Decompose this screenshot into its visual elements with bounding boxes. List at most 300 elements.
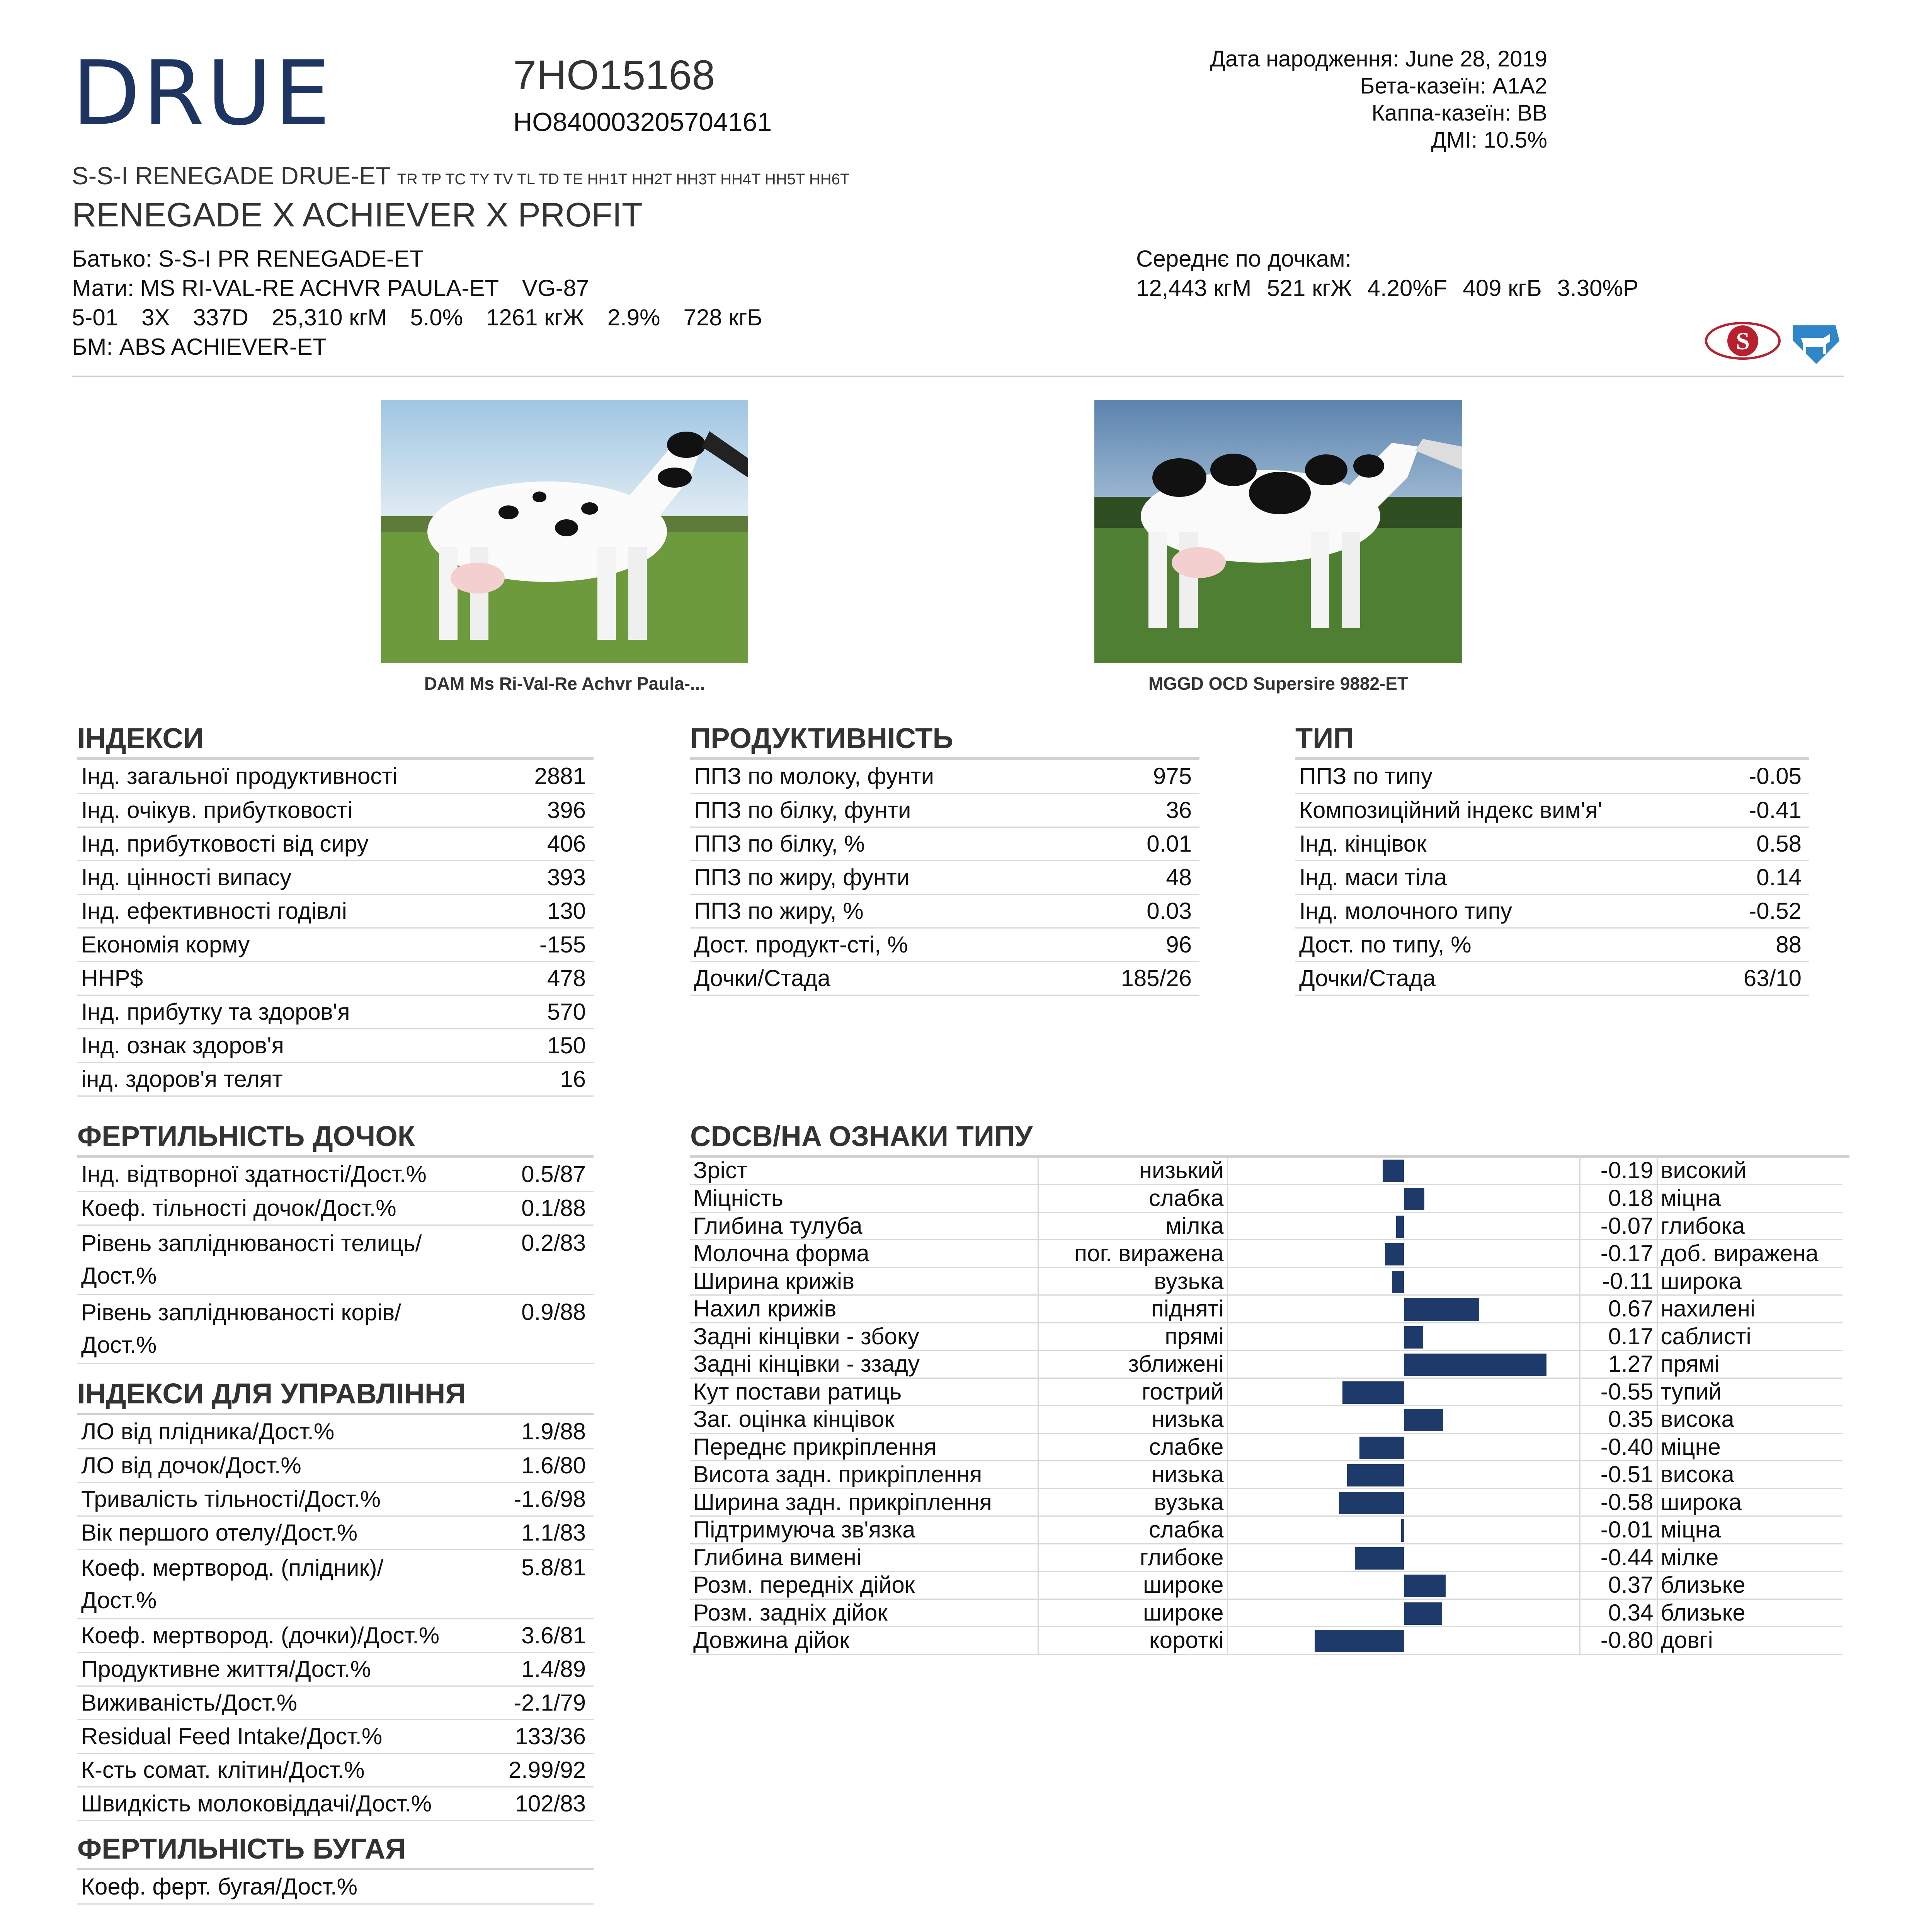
production-row	[690, 760, 1199, 793]
daughters-milk: 12,443 кгМ	[1136, 275, 1252, 301]
type-trait-bar	[1404, 1354, 1546, 1376]
sire-fertility-value	[573, 1870, 594, 1904]
management-value: 3.6/81	[464, 1619, 594, 1652]
type-trait-high-label: мілке	[1657, 1544, 1842, 1571]
type-trait-bar-cell	[1227, 1323, 1580, 1350]
production-label: ППЗ по білку, фунти	[690, 793, 1072, 827]
select-sires-logo-icon	[1706, 323, 1779, 359]
type-trait-bar	[1396, 1216, 1404, 1238]
production-label: ППЗ по молоку, фунти	[690, 760, 1072, 793]
type-trait-row	[690, 1516, 1842, 1544]
type-trait-bar-cell	[1227, 1544, 1580, 1571]
type-trait-bar-cell	[1227, 1516, 1580, 1544]
type-trait-value: -0.17	[1580, 1240, 1657, 1268]
type-trait-row	[690, 1185, 1842, 1213]
production-value: 48	[1072, 861, 1199, 894]
management-title: ІНДЕКСИ ДЛЯ УПРАВЛІННЯ	[77, 1378, 466, 1410]
type-trait-bar-cell	[1227, 1433, 1580, 1461]
production-label: Дочки/Стада	[690, 961, 1072, 995]
type-trait-value: -0.80	[1580, 1627, 1657, 1655]
index-value: 16	[509, 1062, 594, 1096]
type-trait-bar-cell	[1227, 1599, 1580, 1627]
production-row	[690, 961, 1199, 995]
type-trait-high-label: доб. виражена	[1657, 1240, 1842, 1268]
type-summary-label: Дочки/Стада	[1295, 961, 1715, 995]
index-row	[77, 995, 594, 1029]
type-trait-high-label: близьке	[1657, 1571, 1842, 1599]
type-trait-row	[690, 1627, 1842, 1655]
type-trait-bar	[1383, 1160, 1404, 1182]
type-trait-high-label: широка	[1657, 1488, 1842, 1516]
index-row	[77, 1062, 594, 1096]
daughter-fertility-title: ФЕРТИЛЬНІСТЬ ДОЧОК	[77, 1120, 415, 1152]
type-trait-low-label: слабка	[1038, 1185, 1227, 1213]
type-trait-bar-cell	[1227, 1295, 1580, 1323]
type-trait-bar	[1347, 1464, 1404, 1486]
production-label: Дост. продукт-сті, %	[690, 928, 1072, 961]
management-value: -1.6/98	[464, 1482, 594, 1516]
production-value: 0.01	[1072, 827, 1199, 861]
type-trait-low-label: гострий	[1038, 1378, 1227, 1406]
type-trait-high-label: саблисті	[1657, 1323, 1842, 1350]
type-trait-row	[690, 1240, 1842, 1268]
type-trait-value: 0.67	[1580, 1295, 1657, 1323]
type-trait-value: 1.27	[1580, 1350, 1657, 1378]
production-table	[690, 760, 1199, 996]
production-title: ПРОДУКТИВНІСТЬ	[690, 722, 953, 754]
type-trait-row	[690, 1378, 1842, 1406]
index-label: Інд. цінності випасу	[77, 861, 509, 894]
type-summary-table	[1295, 760, 1809, 996]
index-value: 406	[509, 827, 594, 861]
pedigree: RENEGADE X ACHIEVER X PROFIT	[72, 196, 643, 234]
type-trait-row	[690, 1544, 1842, 1571]
type-trait-low-label: широке	[1038, 1571, 1227, 1599]
type-summary-value: 0.58	[1715, 827, 1809, 861]
type-trait-low-label: короткі	[1038, 1627, 1227, 1655]
birth-info	[1210, 46, 1547, 154]
daughters-fat: 521 кгЖ	[1267, 275, 1352, 301]
type-trait-bar	[1385, 1243, 1404, 1265]
type-trait-value: -0.01	[1580, 1516, 1657, 1544]
type-trait-row	[690, 1461, 1842, 1489]
daughters-protein-pct: 3.30%P	[1557, 275, 1638, 301]
management-label: Коеф. мертвород. (плідник)/ Дост.%	[77, 1549, 464, 1619]
dmi: ДМІ: 10.5%	[1431, 128, 1547, 153]
type-trait-name: Нахил крижів	[690, 1295, 1038, 1323]
type-trait-name: Розм. передніх дійок	[690, 1571, 1038, 1599]
management-row	[77, 1787, 594, 1820]
type-trait-low-label: широке	[1038, 1599, 1227, 1627]
type-trait-bar-cell	[1227, 1240, 1580, 1268]
type-trait-value: 0.18	[1580, 1185, 1657, 1213]
index-label: Інд. ознак здоров'я	[77, 1029, 509, 1062]
type-trait-row	[690, 1599, 1842, 1627]
type-trait-row	[690, 1212, 1842, 1240]
registration-code: 7HO15168	[513, 51, 715, 98]
index-value: 570	[509, 995, 594, 1029]
kappa-casein: Каппа-казеїн: BB	[1371, 100, 1547, 126]
type-summary-label: Композиційний індекс вим'я'	[1295, 793, 1715, 827]
management-value: -2.1/79	[464, 1686, 594, 1719]
production-row	[690, 928, 1199, 961]
type-trait-low-label: пог. виражена	[1038, 1240, 1227, 1268]
management-row	[77, 1619, 594, 1652]
type-trait-bar	[1401, 1519, 1404, 1542]
dam-score: VG-87	[522, 275, 589, 301]
type-trait-row	[690, 1488, 1842, 1516]
management-value: 5.8/81	[464, 1549, 594, 1619]
type-trait-name: Підтримуюча зв'язка	[690, 1516, 1038, 1544]
type-trait-row	[690, 1406, 1842, 1434]
type-trait-bar-cell	[1227, 1212, 1580, 1240]
daughter-fertility-label: Рівень запліднюваності корів/ Дост.%	[77, 1294, 464, 1363]
production-value: 96	[1072, 928, 1199, 961]
management-row	[77, 1686, 594, 1719]
type-trait-low-label: низька	[1038, 1406, 1227, 1434]
production-value: 36	[1072, 793, 1199, 827]
type-trait-bar	[1315, 1630, 1404, 1652]
sire-fertility-label: Коеф. ферт. бугая/Дост.%	[77, 1870, 573, 1904]
hba-number: HO840003205704161	[513, 107, 772, 137]
sire: Батько: S-S-I PR RENEGADE-ET	[72, 246, 424, 272]
management-label: ЛО від дочок/Дост.%	[77, 1449, 464, 1482]
birth-date: Дата народження: June 28, 2019	[1210, 46, 1547, 71]
type-trait-bar	[1404, 1575, 1446, 1597]
type-trait-row	[690, 1267, 1842, 1295]
index-row	[77, 827, 594, 861]
type-trait-value: -0.07	[1580, 1212, 1657, 1240]
header-divider	[72, 376, 1844, 377]
production-value: 0.03	[1072, 894, 1199, 928]
type-trait-value: -0.58	[1580, 1488, 1657, 1516]
management-row	[77, 1415, 594, 1449]
type-trait-value: -0.11	[1580, 1267, 1657, 1295]
index-label: Інд. очікув. прибутковості	[77, 793, 509, 827]
type-trait-name: Розм. задніх дійок	[690, 1599, 1038, 1627]
type-trait-name: Довжина дійок	[690, 1627, 1038, 1655]
sire-fertility-row	[77, 1870, 594, 1904]
type-summary-label: Дост. по типу, %	[1295, 928, 1715, 961]
index-row	[77, 894, 594, 928]
management-label: Швидкість молоковіддачі/Дост.%	[77, 1787, 464, 1820]
type-trait-low-label: прямі	[1038, 1323, 1227, 1350]
type-trait-row	[690, 1350, 1842, 1378]
daughter-fertility-row	[77, 1225, 594, 1294]
management-value: 1.6/80	[464, 1449, 594, 1482]
type-trait-value: 0.17	[1580, 1323, 1657, 1350]
management-value: 133/36	[464, 1719, 594, 1753]
type-trait-bar-cell	[1227, 1185, 1580, 1213]
daughter-fertility-row	[77, 1294, 594, 1363]
dam-record-milkings: 3X	[141, 304, 170, 330]
type-trait-name: Кут постави ратиць	[690, 1378, 1038, 1406]
management-label: ЛО від плідника/Дост.%	[77, 1415, 464, 1449]
management-row	[77, 1753, 594, 1787]
production-row	[690, 894, 1199, 928]
dam-record-protein: 728 кгБ	[683, 304, 762, 330]
type-trait-low-label: зближені	[1038, 1350, 1227, 1378]
type-trait-bar-cell	[1227, 1488, 1580, 1516]
type-trait-name: Переднє прикріплення	[690, 1433, 1038, 1461]
index-label: HHP$	[77, 961, 509, 995]
daughters-fat-pct: 4.20%F	[1367, 275, 1448, 301]
index-label: Інд. прибутковості від сиру	[77, 827, 509, 861]
daughter-fertility-value: 0.1/88	[464, 1191, 594, 1225]
type-trait-low-label: мілка	[1038, 1212, 1227, 1240]
index-row	[77, 1029, 594, 1062]
daughter-fertility-value: 0.5/87	[464, 1158, 594, 1191]
type-trait-bar	[1392, 1271, 1404, 1293]
dam-record-age: 5-01	[72, 304, 119, 330]
type-trait-value: -0.19	[1580, 1157, 1657, 1185]
type-trait-bar	[1355, 1547, 1404, 1570]
type-summary-title: ТИП	[1295, 722, 1354, 754]
dam-name: Мати: MS RI-VAL-RE ACHVR PAULA-ET	[72, 275, 499, 301]
indices-title: ІНДЕКСИ	[77, 722, 204, 754]
type-trait-bar	[1359, 1437, 1404, 1459]
type-trait-bar	[1404, 1602, 1443, 1625]
type-trait-bar	[1404, 1298, 1479, 1321]
type-trait-bar-cell	[1227, 1267, 1580, 1295]
index-value: 130	[509, 894, 594, 928]
management-label: К-сть сомат. клітин/Дост.%	[77, 1753, 464, 1787]
daughter-fertility-label: Інд. відтворної здатності/Дост.%	[77, 1158, 464, 1191]
type-trait-high-label: високий	[1657, 1157, 1842, 1185]
management-value: 2.99/92	[464, 1753, 594, 1787]
management-value: 1.1/83	[464, 1516, 594, 1549]
management-label: Коеф. мертвород. (дочки)/Дост.%	[77, 1619, 464, 1652]
index-row	[77, 793, 594, 827]
maternal-grandsire: БМ: ABS ACHIEVER-ET	[72, 334, 327, 360]
management-row	[77, 1719, 594, 1753]
index-label: Інд. загальної продуктивності	[77, 760, 509, 793]
index-value: 478	[509, 961, 594, 995]
type-trait-row	[690, 1323, 1842, 1350]
type-trait-value: -0.44	[1580, 1544, 1657, 1571]
full-name: S-S-I RENEGADE DRUE-ET	[72, 162, 390, 190]
type-summary-row	[1295, 793, 1809, 827]
dam-record-fat: 1261 кгЖ	[486, 304, 584, 330]
type-trait-low-label: вузька	[1038, 1488, 1227, 1516]
type-trait-name: Зріст	[690, 1157, 1038, 1185]
type-trait-name: Задні кінцівки - збоку	[690, 1323, 1038, 1350]
dam-photo	[381, 400, 748, 663]
type-summary-label: ППЗ по типу	[1295, 760, 1715, 793]
index-value: 150	[509, 1029, 594, 1062]
dam	[72, 274, 762, 303]
type-trait-name: Глибина тулуба	[690, 1212, 1038, 1240]
type-trait-bar	[1404, 1409, 1444, 1431]
type-traits-table	[690, 1157, 1842, 1655]
type-trait-value: 0.35	[1580, 1406, 1657, 1434]
trait-codes: TR TP TC TY TV TL TD TE HH1T HH2T HH3T HH4T HH5T HH6T	[397, 171, 850, 188]
type-trait-low-label: низький	[1038, 1157, 1227, 1185]
type-trait-bar-cell	[1227, 1350, 1580, 1378]
production-row	[690, 827, 1199, 861]
type-trait-bar	[1342, 1381, 1404, 1404]
type-trait-bar	[1404, 1188, 1424, 1210]
management-label: Продуктивне життя/Дост.%	[77, 1652, 464, 1686]
type-trait-bar-cell	[1227, 1627, 1580, 1655]
production-value: 185/26	[1072, 961, 1199, 995]
type-trait-high-label: прямі	[1657, 1350, 1842, 1378]
dam-record-milk: 25,310 кгМ	[271, 304, 387, 330]
type-trait-high-label: висока	[1657, 1461, 1842, 1489]
dam-record-protein-pct: 2.9%	[607, 304, 660, 330]
type-trait-bar	[1404, 1326, 1423, 1349]
type-summary-value: 88	[1715, 928, 1809, 961]
daughter-fertility-label: Коеф. тільності дочок/Дост.%	[77, 1191, 464, 1225]
daughter-fertility-row	[77, 1158, 594, 1191]
production-label: ППЗ по жиру, фунти	[690, 861, 1072, 894]
type-trait-low-label: глибоке	[1038, 1544, 1227, 1571]
daughter-fertility-table	[77, 1158, 594, 1364]
type-summary-row	[1295, 961, 1809, 995]
daughters-average-values	[1136, 274, 1638, 303]
type-trait-high-label: міцна	[1657, 1516, 1842, 1544]
type-summary-value: 0.14	[1715, 861, 1809, 894]
daughter-fertility-value: 0.9/88	[464, 1294, 594, 1363]
type-summary-label: Інд. маси тіла	[1295, 861, 1715, 894]
management-table	[77, 1415, 594, 1821]
dam-record-fat-pct: 5.0%	[410, 304, 463, 330]
type-trait-name: Молочна форма	[690, 1240, 1038, 1268]
type-trait-high-label: довгі	[1657, 1627, 1842, 1655]
management-row	[77, 1549, 594, 1619]
management-label: Residual Feed Intake/Дост.%	[77, 1719, 464, 1753]
index-row	[77, 861, 594, 894]
production-value: 975	[1072, 760, 1199, 793]
type-summary-label: Інд. молочного типу	[1295, 894, 1715, 928]
dam-photo-caption: DAM Ms Ri-Val-Re Achvr Paula-...	[424, 673, 705, 694]
svg-text:S: S	[1736, 327, 1750, 355]
type-summary-label: Інд. кінцівок	[1295, 827, 1715, 861]
type-trait-high-label: тупий	[1657, 1378, 1842, 1406]
type-trait-value: -0.51	[1580, 1461, 1657, 1489]
type-trait-low-label: слабка	[1038, 1516, 1227, 1544]
index-label: інд. здоров'я телят	[77, 1062, 509, 1096]
production-row	[690, 793, 1199, 827]
index-row	[77, 928, 594, 961]
production-label: ППЗ по жиру, %	[690, 894, 1072, 928]
mggd-photo-caption: MGGD OCD Supersire 9882-ET	[1148, 673, 1409, 694]
management-label: Виживаність/Дост.%	[77, 1686, 464, 1719]
type-summary-value: -0.05	[1715, 760, 1809, 793]
index-label: Інд. ефективності годівлі	[77, 894, 509, 928]
dam-record	[72, 303, 762, 332]
daughters-protein: 409 кгБ	[1463, 275, 1542, 301]
management-value: 102/83	[464, 1787, 594, 1820]
type-trait-row	[690, 1295, 1842, 1323]
management-row	[77, 1652, 594, 1686]
index-label: Інд. прибутку та здоров'я	[77, 995, 509, 1029]
mggd-photo	[1094, 400, 1462, 663]
type-trait-high-label: висока	[1657, 1406, 1842, 1434]
daughters-average-label: Середнє по дочкам:	[1136, 246, 1352, 272]
type-trait-name: Заг. оцінка кінцівок	[690, 1406, 1038, 1434]
type-summary-row	[1295, 827, 1809, 861]
type-trait-name: Висота задн. прикріплення	[690, 1461, 1038, 1489]
type-trait-low-label: низька	[1038, 1461, 1227, 1489]
type-trait-row	[690, 1433, 1842, 1461]
type-trait-value: -0.40	[1580, 1433, 1657, 1461]
type-trait-high-label: широка	[1657, 1267, 1842, 1295]
index-value: -155	[509, 928, 594, 961]
type-traits-title: CDCB/HA ОЗНАКИ ТИПУ	[690, 1120, 1033, 1152]
type-trait-bar	[1339, 1492, 1404, 1514]
full-name-line	[72, 162, 849, 190]
type-summary-row	[1295, 928, 1809, 961]
pedigree-details	[72, 244, 762, 362]
index-value: 393	[509, 861, 594, 894]
type-summary-value: -0.52	[1715, 894, 1809, 928]
type-trait-name: Глибина вимені	[690, 1544, 1038, 1571]
index-value: 2881	[509, 760, 594, 793]
daughter-fertility-value: 0.2/83	[464, 1225, 594, 1294]
type-trait-name: Ширина крижів	[690, 1267, 1038, 1295]
type-trait-name: Міцність	[690, 1185, 1038, 1213]
header-logos	[1704, 314, 1843, 370]
management-row	[77, 1516, 594, 1549]
type-trait-high-label: близьке	[1657, 1599, 1842, 1627]
management-value: 1.9/88	[464, 1415, 594, 1449]
indices-table	[77, 760, 594, 1097]
type-summary-value: -0.41	[1715, 793, 1809, 827]
beta-casein: Бета-казеїн: A1A2	[1360, 73, 1547, 99]
type-trait-bar-cell	[1227, 1461, 1580, 1489]
index-value: 396	[509, 793, 594, 827]
type-trait-high-label: нахилені	[1657, 1295, 1842, 1323]
index-label: Економія корму	[77, 928, 509, 961]
cow-badge-icon	[1793, 325, 1839, 364]
type-summary-row	[1295, 894, 1809, 928]
daughters-average	[1136, 244, 1638, 303]
index-row	[77, 961, 594, 995]
management-label: Вік першого отелу/Дост.%	[77, 1516, 464, 1549]
type-trait-high-label: глибока	[1657, 1212, 1842, 1240]
index-row	[77, 760, 594, 793]
type-trait-low-label: вузька	[1038, 1267, 1227, 1295]
type-summary-row	[1295, 861, 1809, 894]
type-summary-value: 63/10	[1715, 961, 1809, 995]
production-label: ППЗ по білку, %	[690, 827, 1072, 861]
type-trait-name: Задні кінцівки - ззаду	[690, 1350, 1038, 1378]
daughter-fertility-row	[77, 1191, 594, 1225]
type-trait-bar-cell	[1227, 1406, 1580, 1434]
type-trait-high-label: міцне	[1657, 1433, 1842, 1461]
sire-fertility-table	[77, 1870, 594, 1905]
type-trait-value: -0.55	[1580, 1378, 1657, 1406]
type-trait-value: 0.34	[1580, 1599, 1657, 1627]
management-row	[77, 1482, 594, 1516]
type-trait-high-label: міцна	[1657, 1185, 1842, 1213]
management-value: 1.4/89	[464, 1652, 594, 1686]
type-trait-low-label: підняті	[1038, 1295, 1227, 1323]
type-summary-row	[1295, 760, 1809, 793]
daughter-fertility-label: Рівень запліднюваності телиць/ Дост.%	[77, 1225, 464, 1294]
dam-record-days: 337D	[193, 304, 248, 330]
production-row	[690, 861, 1199, 894]
type-trait-bar-cell	[1227, 1378, 1580, 1406]
type-trait-name: Ширина задн. прикріплення	[690, 1488, 1038, 1516]
management-label: Тривалість тільності/Дост.%	[77, 1482, 464, 1516]
bull-name: DRUE	[72, 42, 333, 145]
management-row	[77, 1449, 594, 1482]
type-trait-low-label: слабке	[1038, 1433, 1227, 1461]
type-trait-bar-cell	[1227, 1157, 1580, 1185]
type-trait-row	[690, 1571, 1842, 1599]
